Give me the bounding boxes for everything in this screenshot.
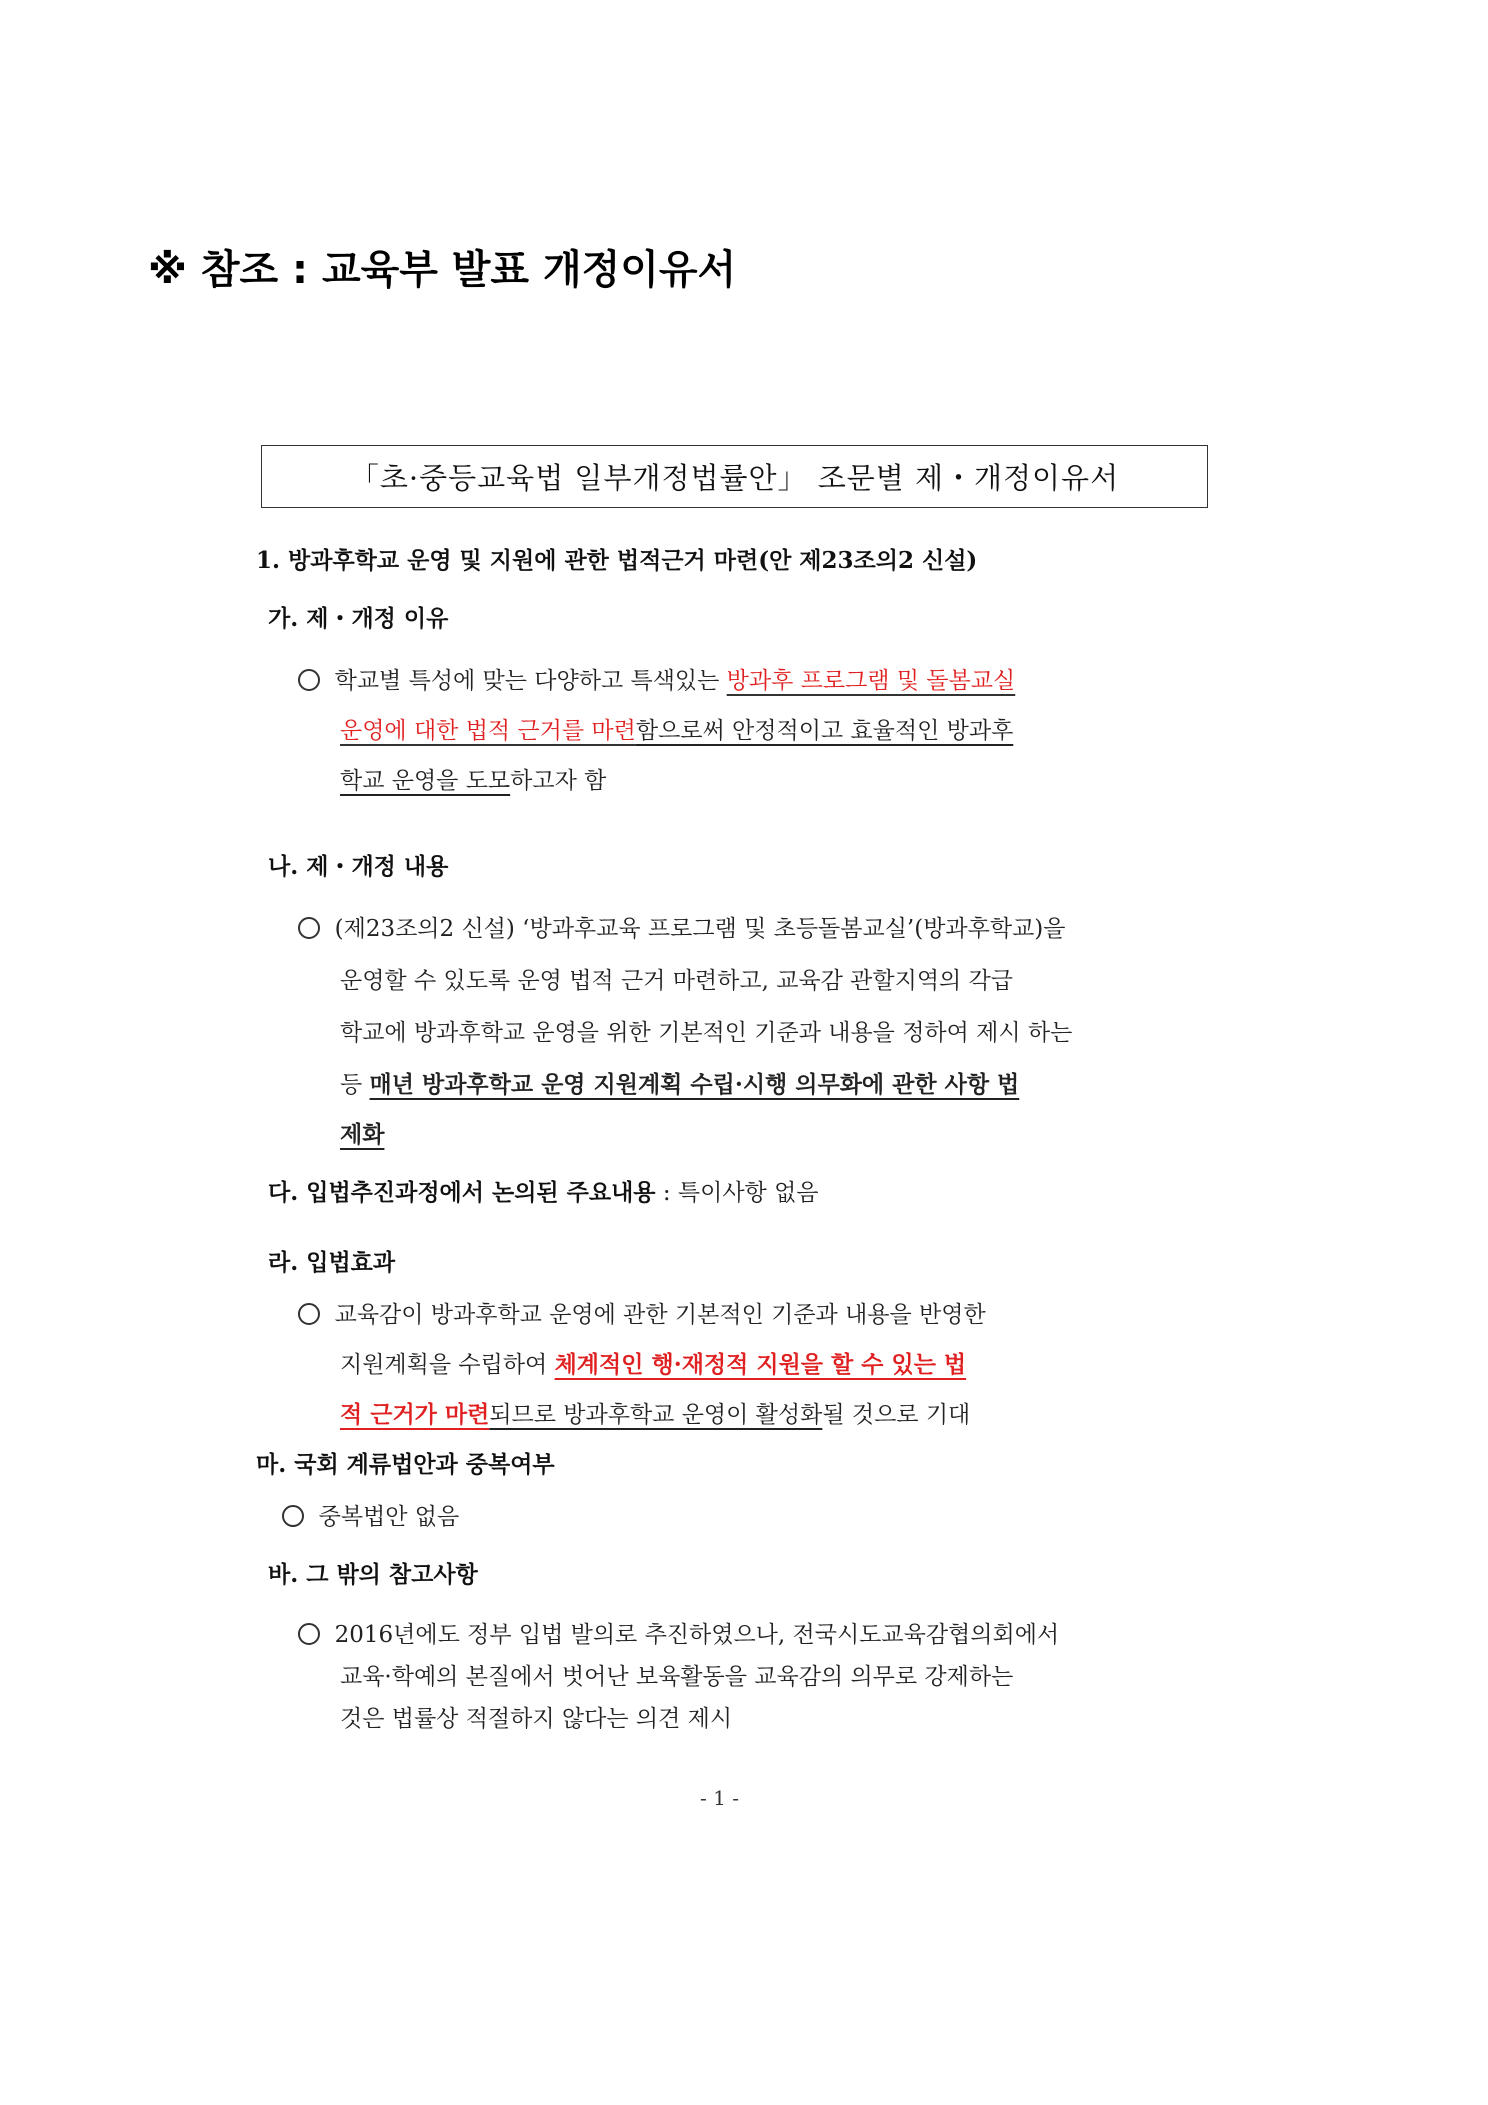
ga-highlight: 운영에 대한 법적 근거를 마련: [340, 718, 636, 744]
ra-line-2: [340, 1346, 966, 1379]
ga-highlight: 방과후 프로그램 및 돌봄교실: [726, 668, 1016, 694]
subsection-ba-title: 바. 그 밖의 참고사항: [268, 1561, 478, 1588]
bullet-circle: [298, 1303, 320, 1325]
ga-line-1: [298, 662, 1015, 695]
ba-line-2: 교육·학예의 본질에서 벗어난 보육활동을 교육감의 의무로 강제하는: [340, 1664, 1014, 1690]
page-number: - 1 -: [700, 1786, 739, 1810]
ra-text: 되므로 방과후학교 운영이 활성화: [489, 1402, 823, 1428]
ga-text: 학교 운영을 도모: [340, 768, 511, 794]
ga-text: 함으로써 안정적이고 효율적인 방과후: [635, 718, 1014, 744]
ma-line-1: [282, 1498, 459, 1531]
da-text: : 특이사항 없음: [655, 1180, 819, 1206]
document-title: 「초·중등교육법 일부개정법률안」 조문별 제・개정이유서: [349, 461, 1120, 495]
ba-line-3: 것은 법률상 적절하지 않다는 의견 제시: [340, 1706, 733, 1732]
ra-text: 교육감이 방과후학교 운영에 관한 기본적인 기준과 내용을 반영한: [334, 1302, 986, 1328]
section-1-title: 1. 방과후학교 운영 및 지원에 관한 법적근거 마련(안 제23조의2 신설): [256, 547, 978, 574]
bullet-circle: [298, 917, 320, 939]
subsection-da-title: 다. 입법추진과정에서 논의된 주요내용: [268, 1179, 656, 1206]
ma-text: 중복법안 없음: [318, 1504, 460, 1530]
ra-text: 지원계획을 수립하여: [340, 1352, 555, 1378]
subsection-da: [268, 1174, 819, 1207]
ga-line-2: [340, 712, 1013, 745]
na-line-2: 운영할 수 있도록 운영 법적 근거 마련하고, 교육감 관할지역의 각급: [340, 968, 1013, 994]
ga-line-3: [340, 762, 606, 795]
subsection-ra-title: 라. 입법효과: [268, 1249, 396, 1276]
ga-text: 학교별 특성에 맞는 다양하고 특색있는: [334, 668, 727, 694]
na-text: 등: [340, 1072, 370, 1098]
na-emphasis: 제화: [340, 1121, 385, 1148]
na-line-5: [340, 1116, 384, 1149]
subsection-ma-title: 마. 국회 계류법안과 중복여부: [256, 1451, 555, 1478]
ra-highlight: 적 근거가 마련: [340, 1401, 490, 1428]
ga-text: 하고자 함: [510, 768, 607, 794]
ra-highlight: 체계적인 행·재정적 지원을 할 수 있는 법: [554, 1351, 967, 1378]
bullet-circle: [282, 1505, 304, 1527]
subsection-na-title: 나. 제・개정 내용: [268, 853, 449, 880]
bullet-circle: [298, 1623, 320, 1645]
ba-line-1: [298, 1616, 1059, 1649]
ba-text: 2016년에도 정부 입법 발의로 추진하였으나, 전국시도교육감협의회에서: [334, 1622, 1060, 1648]
ra-line-3: [340, 1396, 970, 1429]
na-emphasis: 매년 방과후학교 운영 지원계획 수립·시행 의무화에 관한 사항 법: [369, 1071, 1020, 1098]
na-text: (제23조의2 신설) ‘방과후교육 프로그램 및 초등돌봄교실’(방과후학교)을: [334, 916, 1066, 942]
ra-text: 될 것으로 기대: [822, 1402, 971, 1428]
ra-line-1: [298, 1296, 986, 1329]
na-line-4: [340, 1066, 1019, 1099]
na-line-1: [298, 910, 1065, 943]
subsection-ga-title: 가. 제・개정 이유: [268, 605, 449, 632]
bullet-circle: [298, 669, 320, 691]
na-line-3: 학교에 방과후학교 운영을 위한 기본적인 기준과 내용을 정하여 제시 하는: [340, 1020, 1073, 1046]
document-title-box: [261, 445, 1208, 508]
reference-heading: ※ 참조 : 교육부 발표 개정이유서: [148, 247, 737, 293]
